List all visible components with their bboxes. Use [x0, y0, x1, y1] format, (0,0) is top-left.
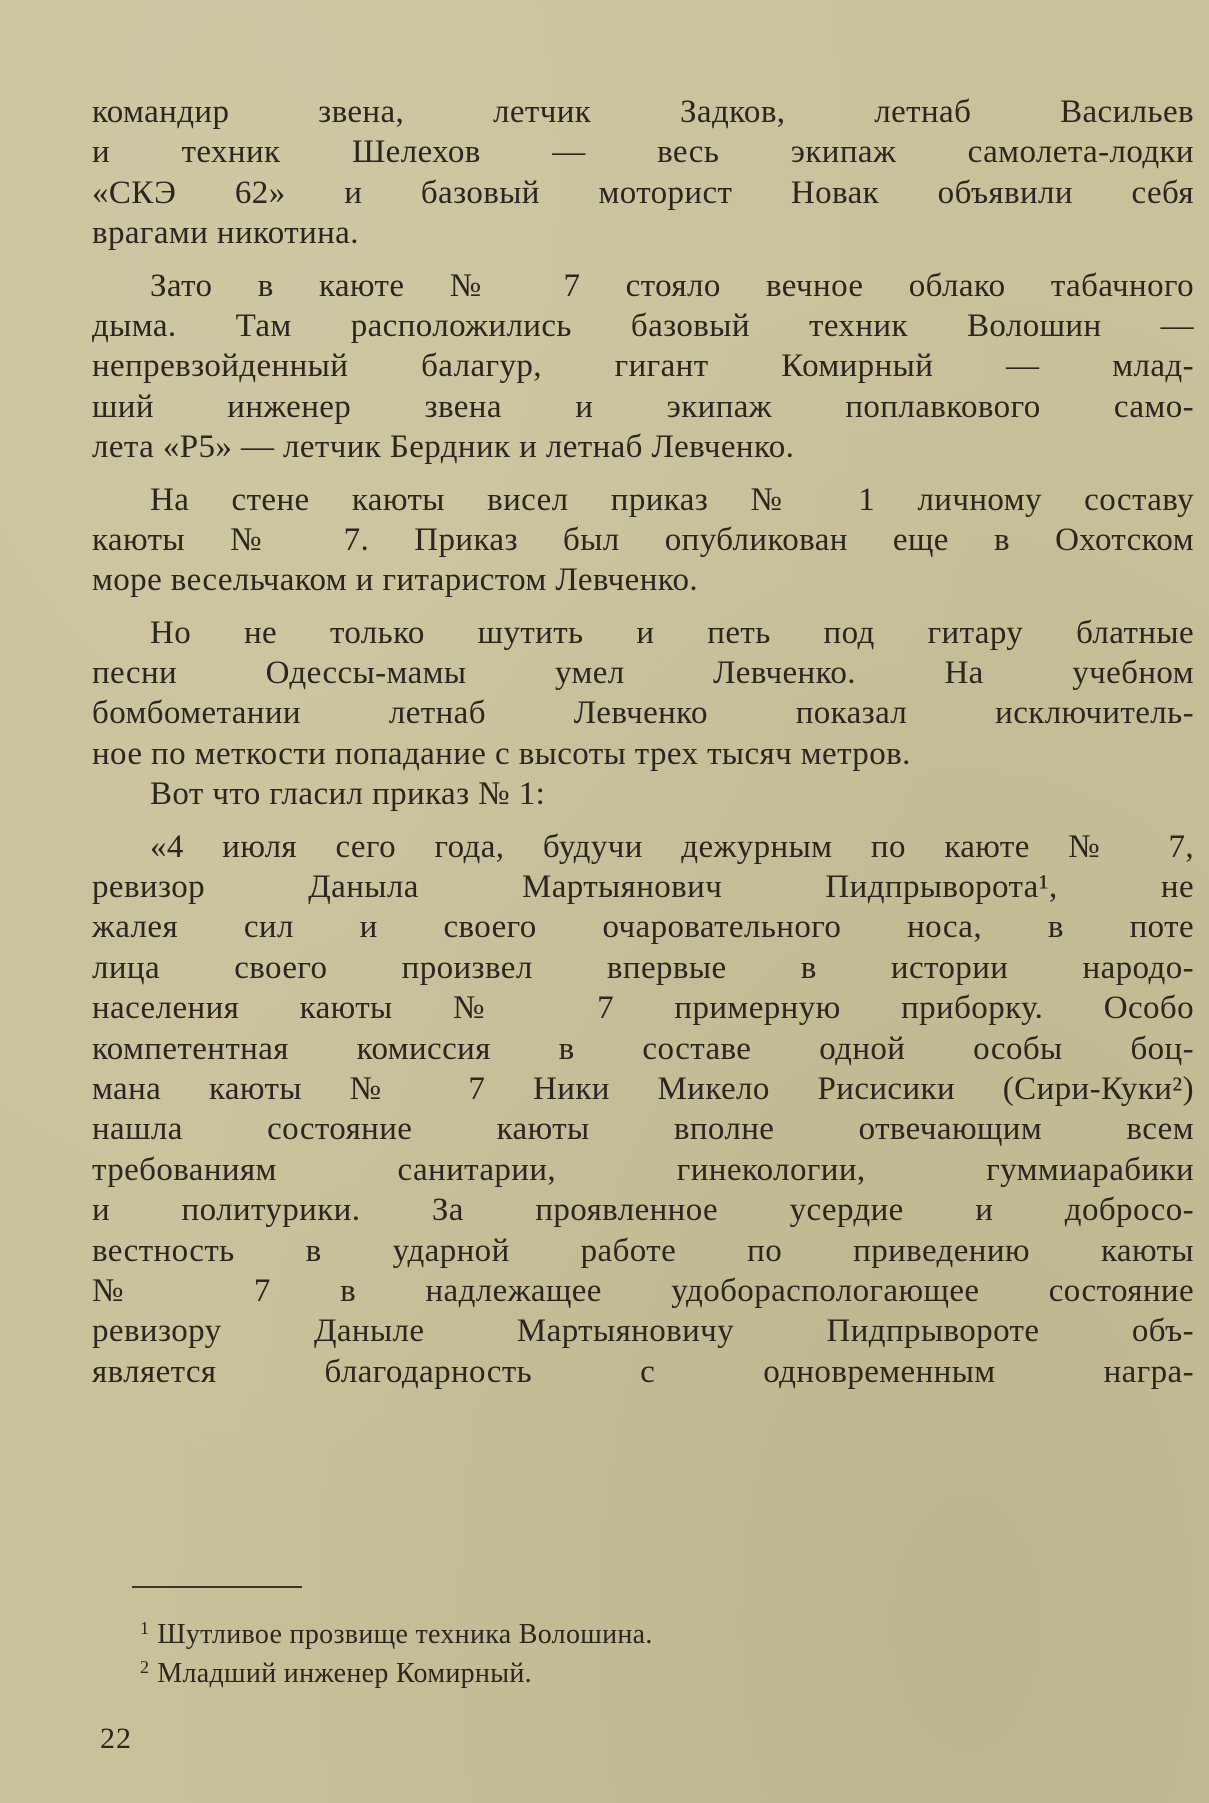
- text-line: нашла состояние каюты вполне отвечающим всем: [92, 1111, 1194, 1148]
- text-line: Вот что гласил приказ № 1:: [150, 776, 546, 813]
- footnote: [140, 1651, 1040, 1690]
- text-line: лица своего произвел впервые в истории народо-: [92, 949, 1194, 986]
- body-text: [92, 92, 1194, 1392]
- text-line: и техник Шелехов — весь экипаж самолета-лодки: [92, 134, 1194, 171]
- text-line: каюты № 7. Приказ был опубликован еще в Охотском: [92, 521, 1194, 558]
- footnote-text: Шутливое прозвище техника Волошина.: [157, 1619, 653, 1650]
- text-line: и политурики. За проявленное усердие и добросо-: [92, 1192, 1194, 1229]
- text-line: Но не только шутить и петь под гитару блатные: [150, 614, 1194, 651]
- text-line: На стене каюты висел приказ № 1 личному составу: [150, 481, 1194, 518]
- text-line: ревизору Даныле Мартыяновичу Пидпрывороте объ-: [92, 1313, 1194, 1350]
- text-line: мана каюты № 7 Ники Микело Рисисики (Сири-Куки²): [92, 1070, 1194, 1107]
- text-line: врагами никотина.: [92, 215, 359, 252]
- text-line: песни Одессы-мамы умел Левченко. На учебном: [92, 655, 1194, 692]
- text-line: вестность в ударной работе по приведению каюты: [92, 1232, 1194, 1269]
- text-line: жалея сил и своего очаровательного носа, в поте: [92, 909, 1194, 946]
- paragraph-gap: [92, 468, 1194, 480]
- footnote-number: 1: [140, 1618, 150, 1638]
- text-line: № 7 в надлежащее удобораспологающее состояние: [92, 1272, 1194, 1309]
- text-line: является благодарность с одновременным награ-: [92, 1353, 1194, 1390]
- text-line: бомбометании летнаб Левченко показал исключитель-: [92, 695, 1194, 732]
- paragraph-gap: [92, 601, 1194, 613]
- text-line: дыма. Там расположились базовый техник Волошин —: [92, 307, 1194, 344]
- text-line: командир звена, летчик Задков, летнаб Васильев: [92, 94, 1194, 130]
- footnote-divider: [132, 1586, 302, 1588]
- footnote-text: Младший инженер Комирный.: [157, 1658, 532, 1689]
- text-line: лета «Р5» — летчик Бердник и летнаб Левченко.: [92, 429, 795, 466]
- text-line: непревзойденный балагур, гигант Комирный — млад-: [92, 348, 1194, 385]
- text-line: Зато в каюте № 7 стояло вечное облако табачного: [150, 267, 1194, 304]
- text-line: ший инженер звена и экипаж поплавкового само-: [92, 388, 1194, 425]
- paragraph-gap: [92, 254, 1194, 266]
- text-line: компетентная комиссия в составе одной особы боц-: [92, 1030, 1194, 1067]
- paragraph-gap: [92, 815, 1194, 827]
- text-line: «СКЭ 62» и базовый моторист Новак объявили себя: [92, 174, 1194, 211]
- text-line: море весельчаком и гитаристом Левченко.: [92, 562, 699, 599]
- text-line: требованиям санитарии, гинекологии, гуммиарабики: [92, 1151, 1194, 1188]
- footnotes: [140, 1612, 1040, 1690]
- text-line: населения каюты № 7 примерную приборку. Особо: [92, 990, 1194, 1027]
- footnote: [140, 1612, 1040, 1651]
- text-line: ное по меткости попадание с высоты трех тысяч метров.: [92, 735, 911, 772]
- page-number: 22: [100, 1722, 132, 1755]
- text-line: «4 июля сего года, будучи дежурным по каюте № 7,: [150, 828, 1194, 865]
- text-line: ревизор Даныла Мартыянович Пидпрыворота¹, не: [92, 869, 1194, 906]
- footnote-number: 2: [140, 1657, 150, 1677]
